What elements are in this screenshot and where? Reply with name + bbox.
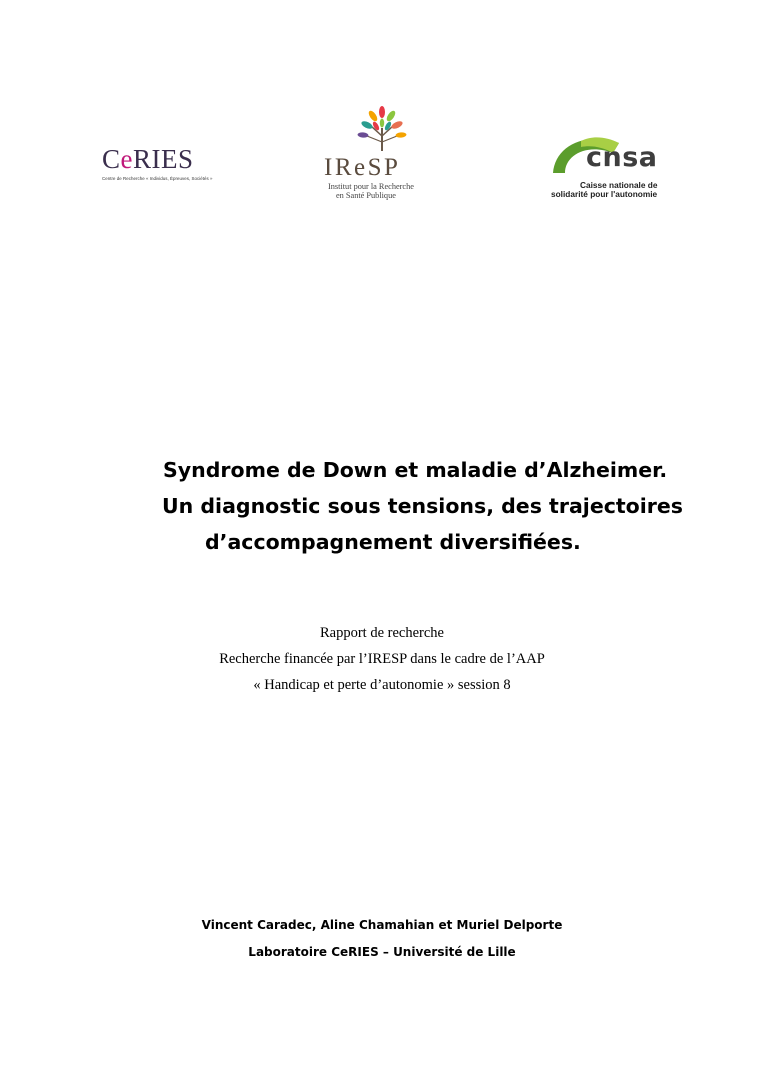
iresp-wordmark: IReSP (324, 154, 401, 181)
cnsa-subtitle-line1: Caisse nationale de (580, 180, 658, 190)
iresp-subtitle-line2: en Santé Publique (336, 191, 396, 200)
cnsa-subtitle-line2: solidarité pour l'autonomie (551, 189, 658, 199)
iresp-logo (322, 106, 442, 198)
iresp-tree-icon (357, 106, 407, 152)
title-line-1: Syndrome de Down et maladie d’Alzheimer. (163, 458, 668, 482)
ceries-logo (102, 146, 222, 188)
iresp-subtitle-line1: Institut pour la Recherche (328, 182, 414, 191)
cnsa-logo (548, 132, 660, 202)
ceries-wordmark: CeRIES (102, 144, 194, 174)
report-info (0, 620, 764, 698)
report-program: « Handicap et perte d’autonomie » session 8 (253, 677, 511, 693)
authors-block (0, 912, 764, 966)
title-line-3: d’accompagnement diversifiées. (205, 530, 581, 554)
author-names: Vincent Caradec, Aline Chamahian et Muriel Delporte (201, 918, 563, 932)
title-line-2: Un diagnostic sous tensions, des trajectoires (162, 494, 683, 518)
author-affiliation: Laboratoire CeRIES – Université de Lille (248, 945, 516, 959)
report-type: Rapport de recherche (320, 625, 444, 641)
ceries-tagline: Centre de Recherche « Individus, Épreuves, Sociétés » (102, 176, 213, 181)
cnsa-wordmark: cnsa (586, 142, 658, 173)
report-funding: Recherche financée par l’IRESP dans le cadre de l’AAP (219, 651, 545, 667)
document-title (0, 452, 764, 560)
